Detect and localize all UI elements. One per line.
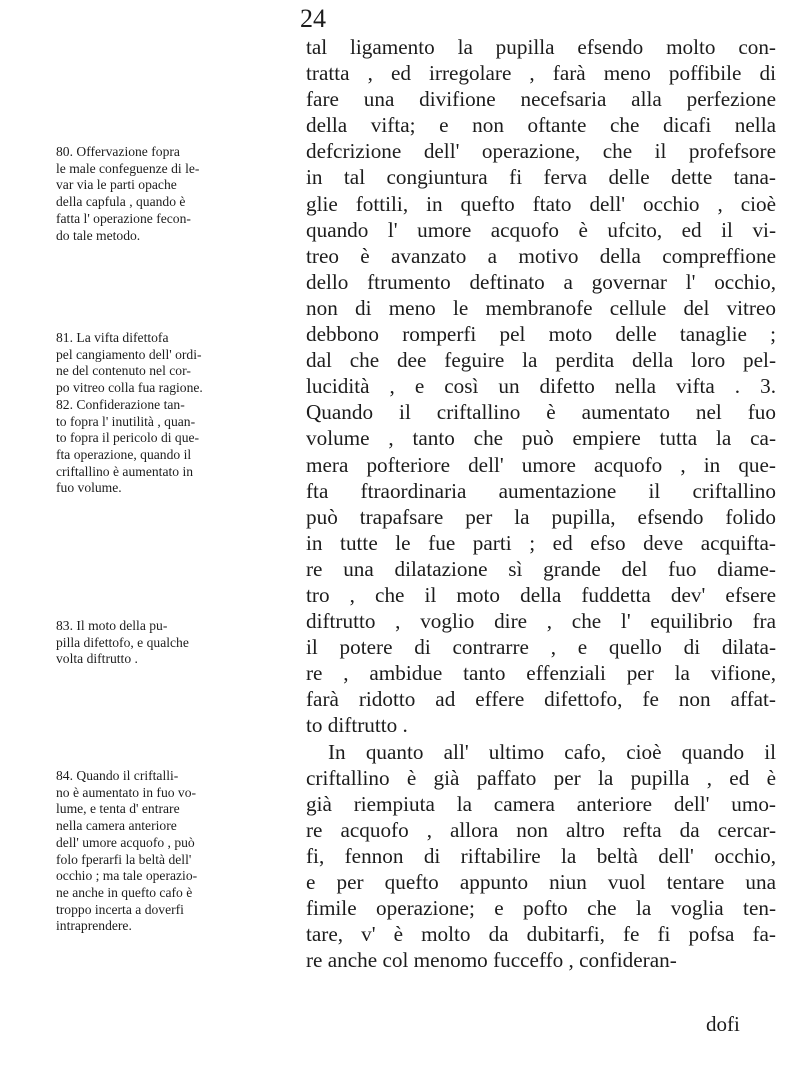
margin-note-line: volta diftrutto . — [56, 651, 138, 667]
body-line: tal ligamento la pupilla efsendo molto con- — [306, 35, 776, 59]
margin-note-line: no è aumentato in fuo vo- — [56, 784, 197, 800]
body-line: già riempiuta la camera anteriore dell' umo- — [306, 791, 776, 816]
margin-note-line: le male confeguenze di le- — [56, 160, 200, 176]
body-line: fta ftraordinaria aumentazione il criftallino — [306, 478, 776, 503]
margin-note-line: ne anche in quefto cafo è — [56, 884, 193, 900]
body-line: fare una divifione necefsaria alla perfezione — [306, 87, 776, 112]
body-line: farà ridotto ad effere difettofo, fe non affat- — [306, 687, 776, 712]
body-line: dello ftrumento deftinato a governar l' occhio, — [306, 269, 776, 294]
body-line: criftallino è già paffato per la pupilla , ed è — [306, 765, 776, 790]
body-line: defcrizione dell' operazione, che il profefsore — [306, 139, 776, 164]
body-line: tare, v' è molto da dubitarfi, fe fi pofsa fa- — [306, 922, 776, 947]
body-line: glie fottili, in quefto ftato dell' occhio , cioè — [306, 191, 776, 216]
body-line: in tutte le fue parti ; ed efso deve acquifta- — [306, 530, 776, 555]
margin-note-80 — [56, 144, 294, 244]
body-line: debbono romperfi pel moto delle tanaglie ; — [306, 322, 776, 347]
margin-note-line: occhio ; ma tale operazio- — [56, 868, 198, 884]
margin-note-line: fatta l' operazione fecon- — [56, 210, 191, 226]
body-line: mera pofteriore dell' umore acquofo , in que- — [306, 452, 776, 477]
margin-note-line: 83. Il moto della pu- — [56, 618, 168, 633]
body-line: re acquofo , allora non altro refta da cercar- — [306, 817, 776, 842]
margin-note-line: pel cangiamento dell' ordi- — [56, 346, 202, 362]
body-line: lucidità , e così un difetto nella vifta . 3. — [306, 374, 776, 399]
body-line: della vifta; e non oftante che dicafi nella — [306, 113, 776, 138]
body-line: re anche col menomo fucceffo , confideran- — [306, 948, 677, 973]
margin-note-line: 80. Offervazione fopra — [56, 144, 180, 159]
margin-note-line: po vitreo colla fua ragione. — [56, 380, 203, 396]
page-number: 24 — [300, 4, 326, 33]
body-line: non di meno le membranofe cellule del vitreo — [306, 295, 776, 320]
margin-note-line: intraprendere. — [56, 918, 132, 934]
margin-note-line: fta operazione, quando il — [56, 446, 192, 462]
margin-note-line: ne del contenuto nel cor- — [56, 363, 191, 379]
body-line: quando l' umore acquofo è ufcito, ed il vi- — [306, 217, 776, 242]
margin-note-line: 82. Confiderazione tan- — [56, 396, 185, 412]
body-line: e per quefto appunto niun vuol tentare una — [306, 870, 776, 894]
margin-note-line: troppo incerta a doverfi — [56, 901, 184, 917]
body-line: dal che dee feguire la perdita della loro pel- — [306, 348, 776, 373]
body-text — [306, 34, 776, 973]
margin-note-line: var via le parti opache — [56, 177, 177, 193]
margin-note-line: fuo volume. — [56, 480, 122, 496]
margin-note-line: 81. La vifta difettofa — [56, 330, 169, 345]
body-line: tratta , ed irregolare , farà meno poffibile di — [306, 61, 776, 86]
margin-note-line: nella camera anteriore — [56, 818, 177, 834]
body-line: re , ambidue tanto effenziali per la vifione, — [306, 661, 776, 686]
margin-note-line: to fopra il pericolo di que- — [56, 430, 200, 446]
body-line: Quando il criftallino è aumentato nel fuo — [306, 400, 776, 425]
body-line: tro , che il moto della fuddetta dev' efsere — [306, 582, 776, 607]
margin-note-line: do tale metodo. — [56, 227, 141, 243]
margin-note-84 — [56, 768, 294, 935]
body-line: re una dilatazione sì grande del fuo diame- — [306, 556, 776, 581]
margin-note-line: to fopra l' inutilità , quan- — [56, 413, 196, 429]
body-line: volume , tanto che può empiere tutta la ca- — [306, 426, 776, 451]
body-line: diftrutto , voglio dire , che l' equilibrio fra — [306, 609, 776, 634]
margin-note-81-82 — [56, 330, 294, 497]
body-line: il potere di contrarre , e quello di dilata- — [306, 635, 776, 660]
body-line: to diftrutto . — [306, 713, 408, 738]
margin-note-line: della capfula , quando è — [56, 194, 186, 210]
body-line: In quanto all' ultimo cafo, cioè quando il — [328, 739, 776, 764]
margin-note-line: 84. Quando il criftalli- — [56, 768, 179, 783]
margin-note-line: dell' umore acquofo , può — [56, 834, 195, 850]
body-line: fimile operazione; e pofto che la voglia ten- — [306, 896, 776, 921]
margin-note-83 — [56, 618, 294, 668]
catchword: dofi — [706, 1012, 740, 1036]
body-line: può trapafsare per la pupilla, efsendo folido — [306, 504, 776, 529]
body-line: fi, fennon di riftabilire la beltà dell' occhio, — [306, 843, 776, 868]
body-line: in tal congiuntura fi ferva delle dette tana- — [306, 165, 776, 190]
margin-note-line: lume, e tenta d' entrare — [56, 801, 180, 817]
margin-note-line: pilla difettofo, e qualche — [56, 634, 189, 650]
margin-note-line: folo fperarfi la beltà dell' — [56, 851, 192, 867]
body-line: treo è avanzato a motivo della compreffione — [306, 243, 776, 268]
margin-note-line: criftallino è aumentato in — [56, 463, 194, 479]
